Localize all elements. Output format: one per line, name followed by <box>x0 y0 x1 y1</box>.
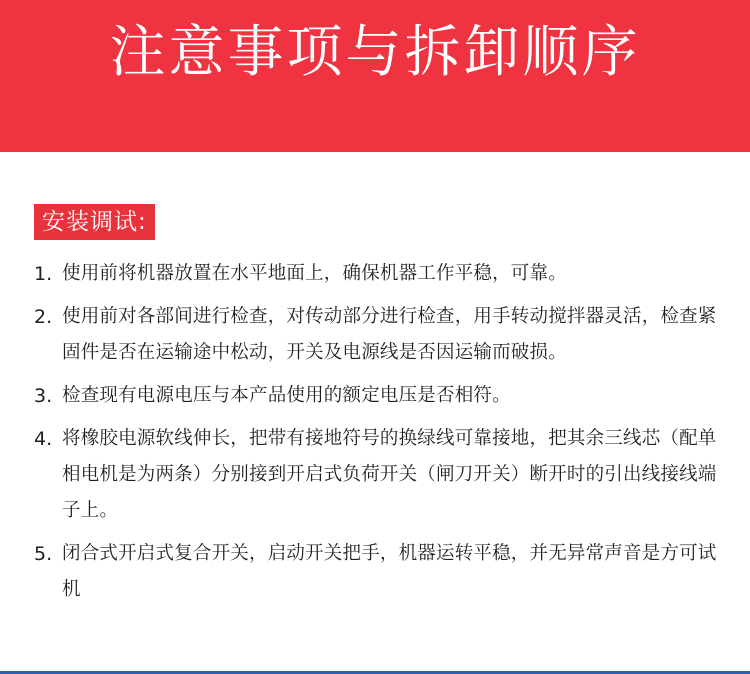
item-number: 1. <box>34 263 53 285</box>
item-text: 闭合式开启式复合开关，启动开关把手，机器运转平稳，并无异常声音是方可试机 <box>62 543 717 600</box>
item-text: 将橡胶电源软线伸长，把带有接地符号的换绿线可靠接地，把其余三线芯（配单相电机是为两条）分别接到开启式负荷开关（闸刀开关）断开时的引出线接线端子上。 <box>62 428 717 521</box>
item-text: 检查现有电源电压与本产品使用的额定电压是否相符。 <box>62 385 511 406</box>
list-item <box>34 536 724 608</box>
list-item <box>34 378 724 414</box>
instruction-list <box>34 256 724 615</box>
item-number: 5. <box>34 543 53 565</box>
item-text: 使用前对各部间进行检查，对传动部分进行检查，用手转动搅拌器灵活，检查紧固件是否在运输途中松动，开关及电源线是否因运输而破损。 <box>62 306 717 363</box>
item-number: 4. <box>34 428 53 450</box>
item-text: 使用前将机器放置在水平地面上，确保机器工作平稳，可靠。 <box>62 263 567 284</box>
list-item <box>34 299 724 371</box>
list-item <box>34 421 724 529</box>
title-banner <box>0 0 750 152</box>
list-item <box>34 256 724 292</box>
item-number: 3. <box>34 385 53 407</box>
page-title: 注意事项与拆卸顺序 <box>109 20 641 86</box>
section-label: 安装调试: <box>34 204 155 240</box>
item-number: 2. <box>34 306 53 328</box>
